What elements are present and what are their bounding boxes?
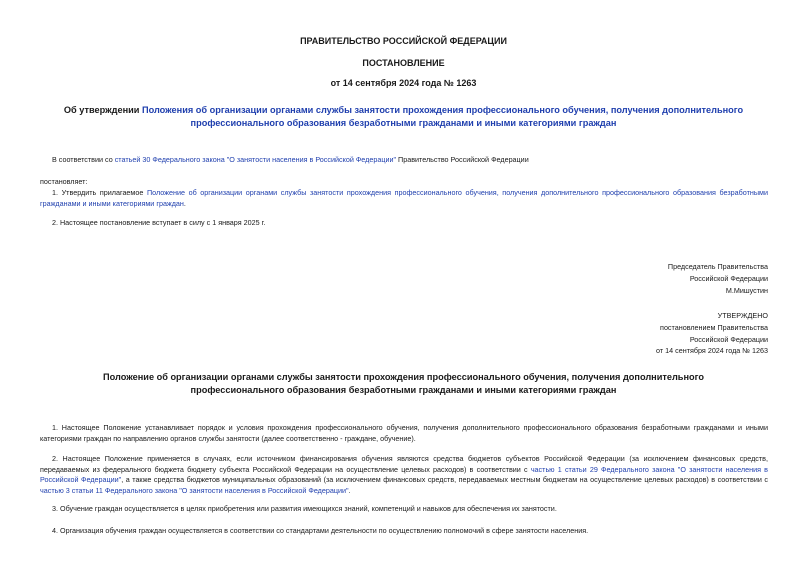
basis-post: Правительство Российской Федерации — [396, 155, 529, 164]
signature-line-3: М.Мишустин — [725, 285, 768, 295]
item-1-post: . — [183, 198, 186, 208]
clause-4: 4. Организация обучения граждан осуществляется в соответствии со стандартами деятельности по осуществлению полномочий в сфере занятости населения. — [52, 526, 589, 535]
document-type: ПОСТАНОВЛЕНИЕ — [362, 58, 445, 68]
title-link[interactable]: Положения об организации органами службы занятости прохождения профессионального обучения, получения дополнительного профессионального образования безработными гражданами и иными категориями граждан — [141, 105, 744, 128]
clause-2-text-1: 2. Настоящее Положение применяется в случаях, если источником финансирования обучения являются средства бюджетов субъектов Российской Федерации (за исключением финансовых средств, передаваемых из федерального бюджета бюджету субъекта Российской Федерации на осуществление целевых расходов) в соответствии с — [40, 454, 768, 474]
signature-line-2: Российской Федерации — [689, 273, 768, 283]
approval-line-2: постановлением Правительства — [660, 322, 768, 332]
approval-line-3: Российской Федерации — [689, 334, 768, 344]
clause-2-link-2[interactable]: частью 3 статьи 11 Федерального закона "О занятости населения в Российской Федерации" — [40, 485, 349, 495]
document-title — [60, 104, 747, 130]
item-1 — [40, 188, 768, 209]
clause-2-link-1[interactable]: частью 1 статьи 29 Федерального закона "О занятости населения в Российской Федерации" — [40, 464, 768, 485]
approval-block — [656, 310, 768, 357]
item-1-link[interactable]: Положение об организации органами службы занятости прохождения профессионального обучения, получения дополнительного профессионального образования безработными гражданами и иными категориями граждан — [40, 188, 768, 208]
clause-1: 1. Настоящее Положение устанавливает порядок и условия прохождения профессионального обучения, получения дополнительного профессионального образования безработными гражданами и иными категориями граждан по направлению органов службы занятости (далее соответственно - граждане, обучение). — [40, 423, 768, 443]
title-prefix: Об утверждении — [63, 105, 142, 115]
clause-2-text-3: . — [348, 485, 351, 495]
basis-law-link[interactable]: статьей 30 Федерального закона "О занятости населения в Российской Федерации" — [114, 155, 397, 164]
decree-word: постановляет: — [40, 177, 88, 186]
government-heading: ПРАВИТЕЛЬСТВО РОССИЙСКОЙ ФЕДЕРАЦИИ — [300, 36, 507, 46]
clause-2-text-2: , а также средства бюджетов муниципальных образований (за исключением финансовых средств, передаваемых местным бюджетам на осуществление целевых расходов) в соответствии с — [121, 475, 768, 485]
clause-3: 3. Обучение граждан осуществляется в целях приобретения или развития имеющихся знаний, компетенций и навыков для обеспечения их занятости. — [52, 504, 557, 513]
signature-block — [668, 261, 768, 296]
signature-line-1: Председатель Правительства — [667, 262, 768, 271]
document-date-number: от 14 сентября 2024 года № 1263 — [330, 78, 477, 88]
basis-pre: В соответствии со — [52, 155, 115, 164]
basis-paragraph — [52, 155, 772, 166]
clause-2 — [40, 454, 768, 496]
approval-line-1: УТВЕРЖДЕНО — [717, 311, 768, 320]
approval-line-4: от 14 сентября 2024 года № 1263 — [656, 346, 768, 356]
item-1-pre: 1. Утвердить прилагаемое — [52, 188, 147, 197]
regulation-title: Положение об организации органами службы занятости прохождения профессионального обучения, получения дополнительного профессионального образования безработными гражданами и иными категориями граждан — [103, 372, 704, 395]
item-2: 2. Настоящее постановление вступает в силу с 1 января 2025 г. — [52, 218, 266, 227]
